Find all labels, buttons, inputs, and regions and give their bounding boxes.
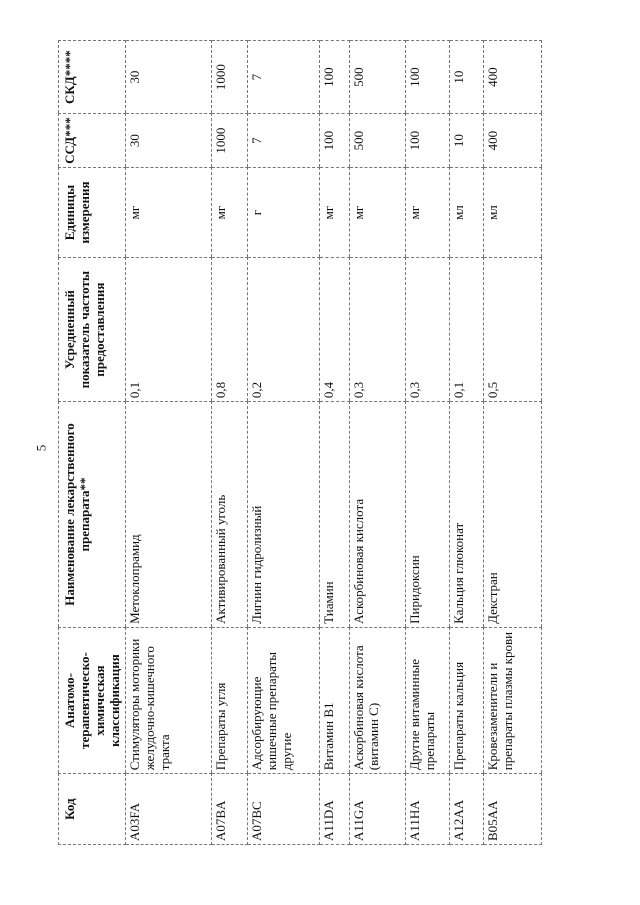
cell-ssd: 100: [319, 114, 349, 168]
cell-name: Активированный уголь: [211, 402, 247, 628]
cell-skd: 30: [125, 41, 211, 114]
table-row: [211, 41, 247, 845]
cell-code: A11GA: [349, 774, 405, 845]
cell-frequency: 0,1: [125, 258, 211, 402]
cell-skd: 100: [319, 41, 349, 114]
header-units: Единицы измерения: [59, 167, 126, 257]
cell-atc: Кровезаменители и препараты плазмы крови: [483, 627, 541, 773]
cell-units: мг: [349, 167, 405, 257]
cell-ssd: 500: [349, 114, 405, 168]
cell-units: мл: [483, 167, 541, 257]
cell-code: A11HA: [405, 774, 449, 845]
cell-name: Метоклопрамид: [125, 402, 211, 628]
cell-name: Лигнин гидролизный: [247, 402, 319, 628]
cell-skd: 7: [247, 41, 319, 114]
cell-skd: 100: [405, 41, 449, 114]
cell-frequency: 0,8: [211, 258, 247, 402]
cell-frequency: 0,3: [349, 258, 405, 402]
cell-atc: Препараты кальция: [449, 627, 483, 773]
cell-name: Аскорбиновая кислота: [349, 402, 405, 628]
cell-code: A07BC: [247, 774, 319, 845]
cell-units: мл: [449, 167, 483, 257]
cell-code: A03FA: [125, 774, 211, 845]
table-header-row: [59, 41, 126, 845]
cell-frequency: 0,4: [319, 258, 349, 402]
cell-atc: Стимуляторы моторики желудочно-кишечного тракта: [125, 627, 211, 773]
header-atc: Анатомо-терапевтическо-химическая классификация: [59, 627, 126, 773]
drug-table: [58, 40, 542, 845]
cell-frequency: 0,2: [247, 258, 319, 402]
table-row: [483, 41, 541, 845]
cell-name: Пиридоксин: [405, 402, 449, 628]
cell-ssd: 7: [247, 114, 319, 168]
header-ssd: ССД***: [59, 114, 126, 168]
cell-name: Декстран: [483, 402, 541, 628]
cell-ssd: 10: [449, 114, 483, 168]
cell-skd: 400: [483, 41, 541, 114]
table-row: [405, 41, 449, 845]
cell-frequency: 0,5: [483, 258, 541, 402]
cell-name: Кальция глюконат: [449, 402, 483, 628]
header-frequency: Усредненный показатель частоты предоставления: [59, 258, 126, 402]
cell-units: мг: [125, 167, 211, 257]
table-row: [449, 41, 483, 845]
cell-code: B05AA: [483, 774, 541, 845]
cell-atc: Другие витаминные препараты: [405, 627, 449, 773]
cell-skd: 500: [349, 41, 405, 114]
cell-units: мг: [211, 167, 247, 257]
table-row: [349, 41, 405, 845]
cell-ssd: 400: [483, 114, 541, 168]
cell-units: мг: [405, 167, 449, 257]
cell-code: A12AA: [449, 774, 483, 845]
header-code: Код: [59, 774, 126, 845]
rotated-table-container: [58, 40, 628, 845]
cell-frequency: 0,1: [449, 258, 483, 402]
cell-units: мг: [319, 167, 349, 257]
cell-code: A11DA: [319, 774, 349, 845]
cell-skd: 10: [449, 41, 483, 114]
cell-atc: Адсорбирующие кишечные препараты другие: [247, 627, 319, 773]
cell-ssd: 30: [125, 114, 211, 168]
cell-ssd: 1000: [211, 114, 247, 168]
page-number: 5: [33, 444, 49, 452]
cell-ssd: 100: [405, 114, 449, 168]
cell-name: Тиамин: [319, 402, 349, 628]
cell-units: г: [247, 167, 319, 257]
header-name: Наименование лекарственного препарата**: [59, 402, 126, 628]
cell-atc: Препараты угля: [211, 627, 247, 773]
cell-skd: 1000: [211, 41, 247, 114]
cell-atc: Аскорбиновая кислота (витамин С): [349, 627, 405, 773]
header-skd: СКД****: [59, 41, 126, 114]
cell-frequency: 0,3: [405, 258, 449, 402]
table-row: [247, 41, 319, 845]
table-row: [319, 41, 349, 845]
cell-atc: Витамин B1: [319, 627, 349, 773]
table-row: [125, 41, 211, 845]
cell-code: A07BA: [211, 774, 247, 845]
